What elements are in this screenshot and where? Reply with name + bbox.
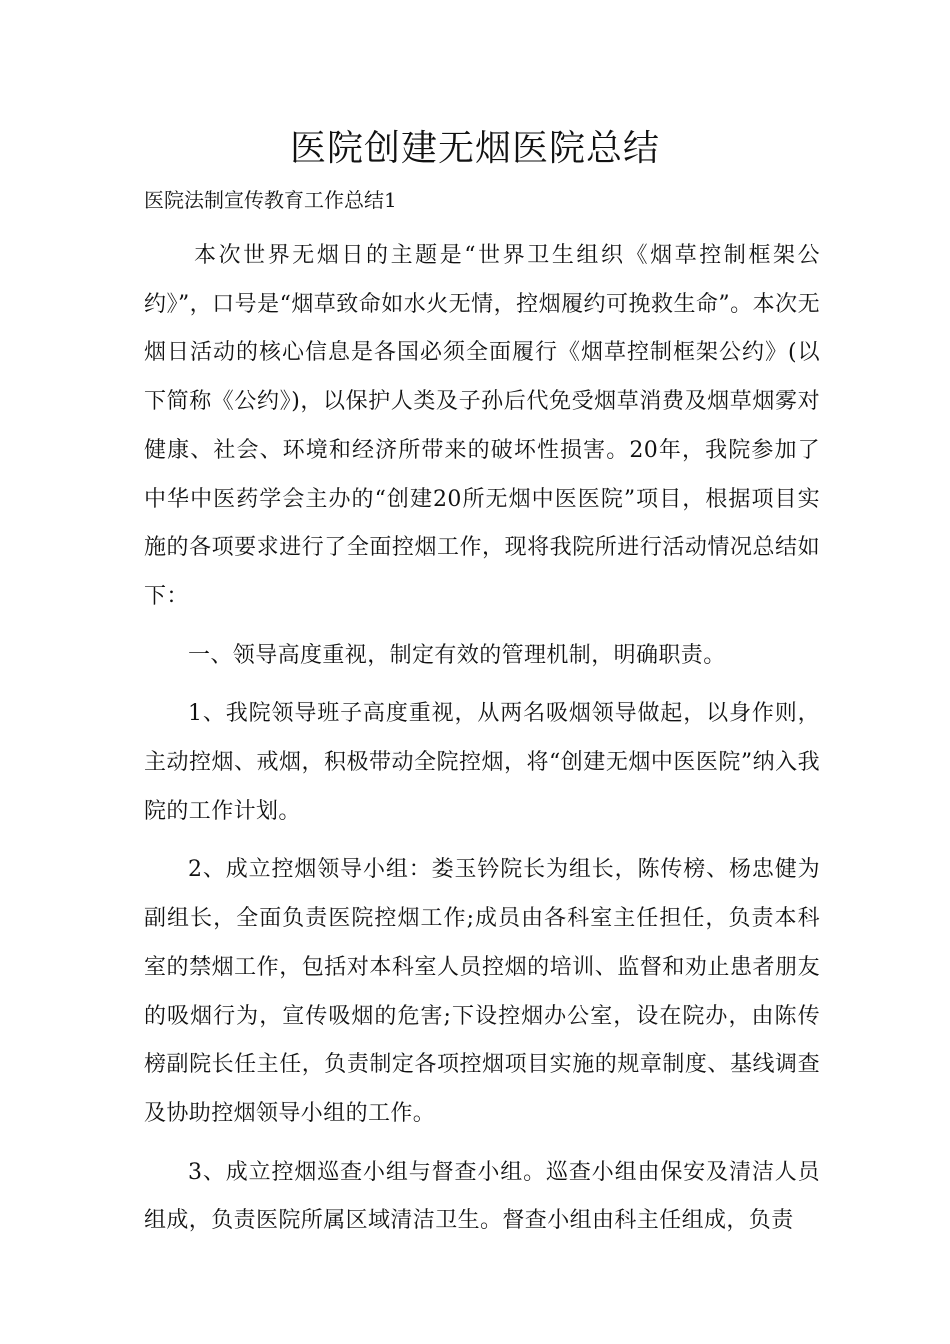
document-body xyxy=(144,232,820,1256)
paragraph-item-3: 3、成立控烟巡查小组与督查小组。巡查小组由保安及清洁人员组成，负责医院所属区域清洁卫生。督查小组由科主任组成，负责 xyxy=(144,1159,820,1234)
document-subtitle: 医院法制宣传教育工作总结1 xyxy=(144,188,397,212)
paragraph-section-heading: 一、领导高度重视，制定有效的管理机制，明确职责。 xyxy=(188,642,726,668)
paragraph-intro: 本次世界无烟日的主题是“世界卫生组织《烟草控制框架公约》”，口号是“烟草致命如水火无情，控烟履约可挽救生命”。本次无烟日活动的核心信息是各国必须全面履行《烟草控制框架公约》(以下简称《公约》)，以保护人类及子孙后代免受烟草消费及烟草烟雾对健康、社会、环境和经济所带来的破坏性损害。20年，我院参加了中华中医药学会主办的“创建20所无烟中医医院”项目，根据项目实施的各项要求进行了全面控烟工作，现将我院所进行活动情况总结如下： xyxy=(144,243,820,609)
paragraph-item-2: 2、成立控烟领导小组：娄玉钤院长为组长，陈传榜、杨忠健为副组长，全面负责医院控烟工作;成员由各科室主任担任，负责本科室的禁烟工作，包括对本科室人员控烟的培训、监督和劝止患者朋友的吸烟行为，宣传吸烟的危害;下设控烟办公室，设在院办，由陈传榜副院长任主任，负责制定各项控烟项目实施的规章制度、基线调查及协助控烟领导小组的工作。 xyxy=(144,857,820,1126)
document-title: 医院创建无烟医院总结 xyxy=(289,128,660,169)
paragraph-item-1: 1、我院领导班子高度重视，从两名吸烟领导做起，以身作则，主动控烟、戒烟，积极带动全院控烟，将“创建无烟中医医院”纳入我院的工作计划。 xyxy=(144,701,820,824)
